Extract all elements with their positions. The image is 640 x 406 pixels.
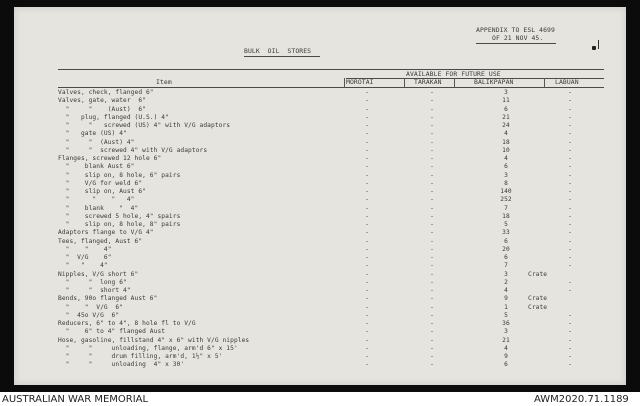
available-header: AVAILABLE FOR FUTURE USE xyxy=(406,70,501,78)
cell-labuan: - xyxy=(568,179,572,187)
row-item: Bends, 90o flanged Aust 6" xyxy=(58,295,158,303)
cell-morotai: - xyxy=(365,278,369,286)
cell-balikpapan: 8 xyxy=(504,179,508,187)
row-item: " V/G 6" xyxy=(58,254,112,261)
cell-tarakan: - xyxy=(430,262,434,270)
row-item: " 45o V/G 6" xyxy=(58,311,120,319)
cell-tarakan: - xyxy=(430,204,434,212)
column-header-morotai: MOROTAI xyxy=(346,78,374,86)
row-item: Tees, flanged, Aust 6" xyxy=(58,237,143,245)
cell-balikpapan: 9 xyxy=(504,353,508,360)
cell-labuan: - xyxy=(568,278,572,286)
document-page xyxy=(14,7,626,385)
appendix-line-2: OF 21 NOV 45. xyxy=(492,34,544,42)
cell-tarakan: - xyxy=(430,229,434,237)
cell-labuan: - xyxy=(568,130,572,138)
cell-tarakan: - xyxy=(430,122,434,129)
cell-labuan: - xyxy=(568,188,572,195)
cell-morotai: - xyxy=(365,196,369,204)
cell-labuan: - xyxy=(568,254,572,261)
cell-tarakan: - xyxy=(430,196,434,204)
cell-labuan: - xyxy=(568,204,572,212)
cell-morotai: - xyxy=(365,311,369,319)
header-bottom-rule xyxy=(58,87,604,88)
col-divider-3 xyxy=(454,78,455,88)
cell-labuan: Crate xyxy=(528,303,548,311)
cell-tarakan: - xyxy=(430,320,434,327)
cell-labuan: Crate xyxy=(528,270,548,278)
cell-tarakan: - xyxy=(430,254,434,261)
row-item: " " " 4" xyxy=(58,196,135,204)
cell-tarakan: - xyxy=(430,278,434,286)
cell-tarakan: - xyxy=(430,130,434,138)
cell-balikpapan: 3 xyxy=(504,171,508,179)
cell-tarakan: - xyxy=(430,295,434,303)
col-divider-2 xyxy=(404,78,405,88)
cell-labuan: - xyxy=(568,237,572,245)
cell-morotai: - xyxy=(365,171,369,179)
row-item: " " unloading, flange, arm'd 6" x 15' xyxy=(58,344,238,352)
cell-labuan: - xyxy=(568,336,572,344)
cell-tarakan: - xyxy=(430,344,434,352)
cell-morotai: - xyxy=(365,221,369,228)
row-item: Reducers, 6" to 4", 8 hole fl to V/G xyxy=(58,320,196,327)
cell-balikpapan: 6 xyxy=(504,163,508,171)
cell-labuan: - xyxy=(568,122,572,129)
cell-morotai: - xyxy=(365,336,369,344)
cell-balikpapan: 6 xyxy=(504,105,508,113)
cell-labuan: - xyxy=(568,320,572,327)
row-item: " " unloading 4" x 30' xyxy=(58,361,185,369)
cell-balikpapan: 3 xyxy=(504,89,508,96)
row-item: " " long 6" xyxy=(58,278,127,286)
cell-tarakan: - xyxy=(430,138,434,146)
cell-balikpapan: 3 xyxy=(504,270,508,278)
cell-balikpapan: 36 xyxy=(502,320,510,327)
cell-balikpapan: 20 xyxy=(502,245,510,253)
cell-tarakan: - xyxy=(430,146,434,154)
item-header: Item xyxy=(156,78,172,86)
row-item: " " V/G 6" xyxy=(58,303,124,311)
cell-morotai: - xyxy=(365,105,369,113)
cell-labuan: Crate xyxy=(528,295,548,303)
row-item: " screwed 5 hole, 4" spairs xyxy=(58,212,181,220)
cell-labuan: - xyxy=(568,287,572,294)
cell-morotai: - xyxy=(365,89,369,96)
cell-labuan: - xyxy=(568,163,572,171)
table-top-rule xyxy=(58,69,604,70)
cell-balikpapan: 10 xyxy=(502,146,510,154)
cell-balikpapan: 6 xyxy=(504,237,508,245)
cell-tarakan: - xyxy=(430,287,434,294)
cell-tarakan: - xyxy=(430,221,434,228)
cell-labuan: - xyxy=(568,344,572,352)
cell-labuan: - xyxy=(568,196,572,204)
cell-labuan: - xyxy=(568,311,572,319)
row-item: " gate (US) 4" xyxy=(58,130,127,138)
cell-tarakan: - xyxy=(430,171,434,179)
cell-tarakan: - xyxy=(430,97,434,105)
cell-morotai: - xyxy=(365,361,369,369)
cell-tarakan: - xyxy=(430,336,434,344)
cell-labuan: - xyxy=(568,89,572,96)
row-item: " " drum filling, arm'd, 1½" x 5' xyxy=(58,353,223,360)
cell-balikpapan: 4 xyxy=(504,155,508,162)
cell-balikpapan: 33 xyxy=(502,229,510,237)
cell-balikpapan: 6 xyxy=(504,361,508,369)
cell-morotai: - xyxy=(365,188,369,195)
cell-tarakan: - xyxy=(430,113,434,121)
cell-tarakan: - xyxy=(430,89,434,96)
cell-morotai: - xyxy=(365,295,369,303)
cell-labuan: - xyxy=(568,221,572,228)
row-item: " slip on, Aust 6" xyxy=(58,188,146,195)
row-item: " blank " 4" xyxy=(58,204,139,212)
cell-balikpapan: 5 xyxy=(504,311,508,319)
cell-balikpapan: 7 xyxy=(504,262,508,270)
row-item: Flanges, screwed 12 hole 6" xyxy=(58,155,162,162)
row-item: " V/G for weld 6" xyxy=(58,179,143,187)
cell-labuan: - xyxy=(568,361,572,369)
cell-morotai: - xyxy=(365,212,369,220)
cell-labuan: - xyxy=(568,138,572,146)
row-item: " " (Aust) 6" xyxy=(58,105,146,113)
cell-morotai: - xyxy=(365,204,369,212)
cell-balikpapan: 4 xyxy=(504,130,508,138)
cell-balikpapan: 9 xyxy=(504,295,508,303)
cell-tarakan: - xyxy=(430,270,434,278)
cell-tarakan: - xyxy=(430,163,434,171)
cell-morotai: - xyxy=(365,146,369,154)
cell-balikpapan: 18 xyxy=(502,212,510,220)
cell-tarakan: - xyxy=(430,245,434,253)
cell-tarakan: - xyxy=(430,237,434,245)
cell-morotai: - xyxy=(365,237,369,245)
row-item: " " (Aust) 4" xyxy=(58,138,135,146)
cell-morotai: - xyxy=(365,138,369,146)
cell-labuan: - xyxy=(568,353,572,360)
row-item: " slip on, 8 hole, 8" pairs xyxy=(58,221,181,228)
cell-morotai: - xyxy=(365,353,369,360)
cell-balikpapan: 21 xyxy=(502,336,510,344)
cell-balikpapan: 252 xyxy=(500,196,512,204)
cell-morotai: - xyxy=(365,270,369,278)
row-item: " " screwed 4" with V/G adaptors xyxy=(58,146,208,154)
row-item: " slip on, 8 hole, 6" pairs xyxy=(58,171,181,179)
cell-morotai: - xyxy=(365,245,369,253)
row-item: Nipples, V/G short 6" xyxy=(58,270,139,278)
row-item: Adaptors flange to V/G 4" xyxy=(58,229,154,237)
cell-balikpapan: 18 xyxy=(502,138,510,146)
cell-balikpapan: 2 xyxy=(504,278,508,286)
cell-labuan: - xyxy=(568,328,572,336)
cell-balikpapan: 11 xyxy=(502,97,510,105)
cell-morotai: - xyxy=(365,113,369,121)
cell-balikpapan: 7 xyxy=(504,204,508,212)
cell-tarakan: - xyxy=(430,311,434,319)
cell-morotai: - xyxy=(365,328,369,336)
cell-tarakan: - xyxy=(430,155,434,162)
row-item: " 6" to 4" flanged Aust xyxy=(58,328,166,336)
row-item: " plug, flanged (U.S.) 4" xyxy=(58,113,169,121)
cell-balikpapan: 6 xyxy=(504,254,508,261)
row-item: " " screwed (US) 4" with V/G adaptors xyxy=(58,122,231,129)
cell-tarakan: - xyxy=(430,353,434,360)
cell-labuan: - xyxy=(568,105,572,113)
column-header-labuan: LABUAN xyxy=(555,78,579,86)
cell-labuan: - xyxy=(568,229,572,237)
cell-labuan: - xyxy=(568,113,572,121)
cell-tarakan: - xyxy=(430,105,434,113)
cell-labuan: - xyxy=(568,171,572,179)
cell-tarakan: - xyxy=(430,188,434,195)
cell-balikpapan: 21 xyxy=(502,113,510,121)
cell-morotai: - xyxy=(365,163,369,171)
cell-tarakan: - xyxy=(430,361,434,369)
title-underline xyxy=(244,56,320,57)
cell-balikpapan: 4 xyxy=(504,344,508,352)
cell-tarakan: - xyxy=(430,212,434,220)
cell-labuan: - xyxy=(568,146,572,154)
cell-balikpapan: 5 xyxy=(504,221,508,228)
column-header-balikpapan: BALIKPAPAN xyxy=(474,78,514,86)
row-item: " " 4" xyxy=(58,262,108,270)
cell-balikpapan: 140 xyxy=(500,188,512,195)
cell-balikpapan: 24 xyxy=(502,122,510,129)
col-divider-4 xyxy=(544,78,545,88)
cell-morotai: - xyxy=(365,254,369,261)
row-item: Valves, gate, water 6" xyxy=(58,97,146,105)
row-item: " " 4" xyxy=(58,245,112,253)
row-item: Hose, gasoline, fillstand 4" x 6" with V/G nipples xyxy=(58,336,250,344)
cell-morotai: - xyxy=(365,179,369,187)
punch-mark xyxy=(592,46,596,50)
row-item: " blank Aust 6" xyxy=(58,163,135,171)
cell-labuan: - xyxy=(568,212,572,220)
pin-mark xyxy=(598,40,599,49)
cell-labuan: - xyxy=(568,155,572,162)
cell-morotai: - xyxy=(365,122,369,129)
cell-labuan: - xyxy=(568,97,572,105)
cell-morotai: - xyxy=(365,287,369,294)
cell-morotai: - xyxy=(365,262,369,270)
cell-balikpapan: 3 xyxy=(504,328,508,336)
footer-left: AUSTRALIAN WAR MEMORIAL xyxy=(2,394,149,405)
cell-balikpapan: 4 xyxy=(504,287,508,294)
cell-labuan: - xyxy=(568,262,572,270)
cell-morotai: - xyxy=(365,344,369,352)
cell-morotai: - xyxy=(365,155,369,162)
cell-morotai: - xyxy=(365,229,369,237)
cell-balikpapan: 1 xyxy=(504,303,508,311)
cell-tarakan: - xyxy=(430,179,434,187)
cell-morotai: - xyxy=(365,97,369,105)
col-divider-1 xyxy=(344,78,345,88)
cell-labuan: - xyxy=(568,245,572,253)
cell-morotai: - xyxy=(365,130,369,138)
cell-tarakan: - xyxy=(430,303,434,311)
cell-tarakan: - xyxy=(430,328,434,336)
row-item: Valves, check, flanged 6" xyxy=(58,89,154,96)
document-title: BULK OIL STORES xyxy=(244,47,312,55)
column-header-tarakan: TARAKAN xyxy=(414,78,442,86)
footer-right: AWM2020.71.1189 xyxy=(534,394,629,405)
appendix-line-1: APPENDIX TO ESL 4699 xyxy=(476,26,555,34)
cell-morotai: - xyxy=(365,320,369,327)
appendix-underline xyxy=(476,43,556,44)
row-item: " " short 4" xyxy=(58,287,131,294)
cell-morotai: - xyxy=(365,303,369,311)
